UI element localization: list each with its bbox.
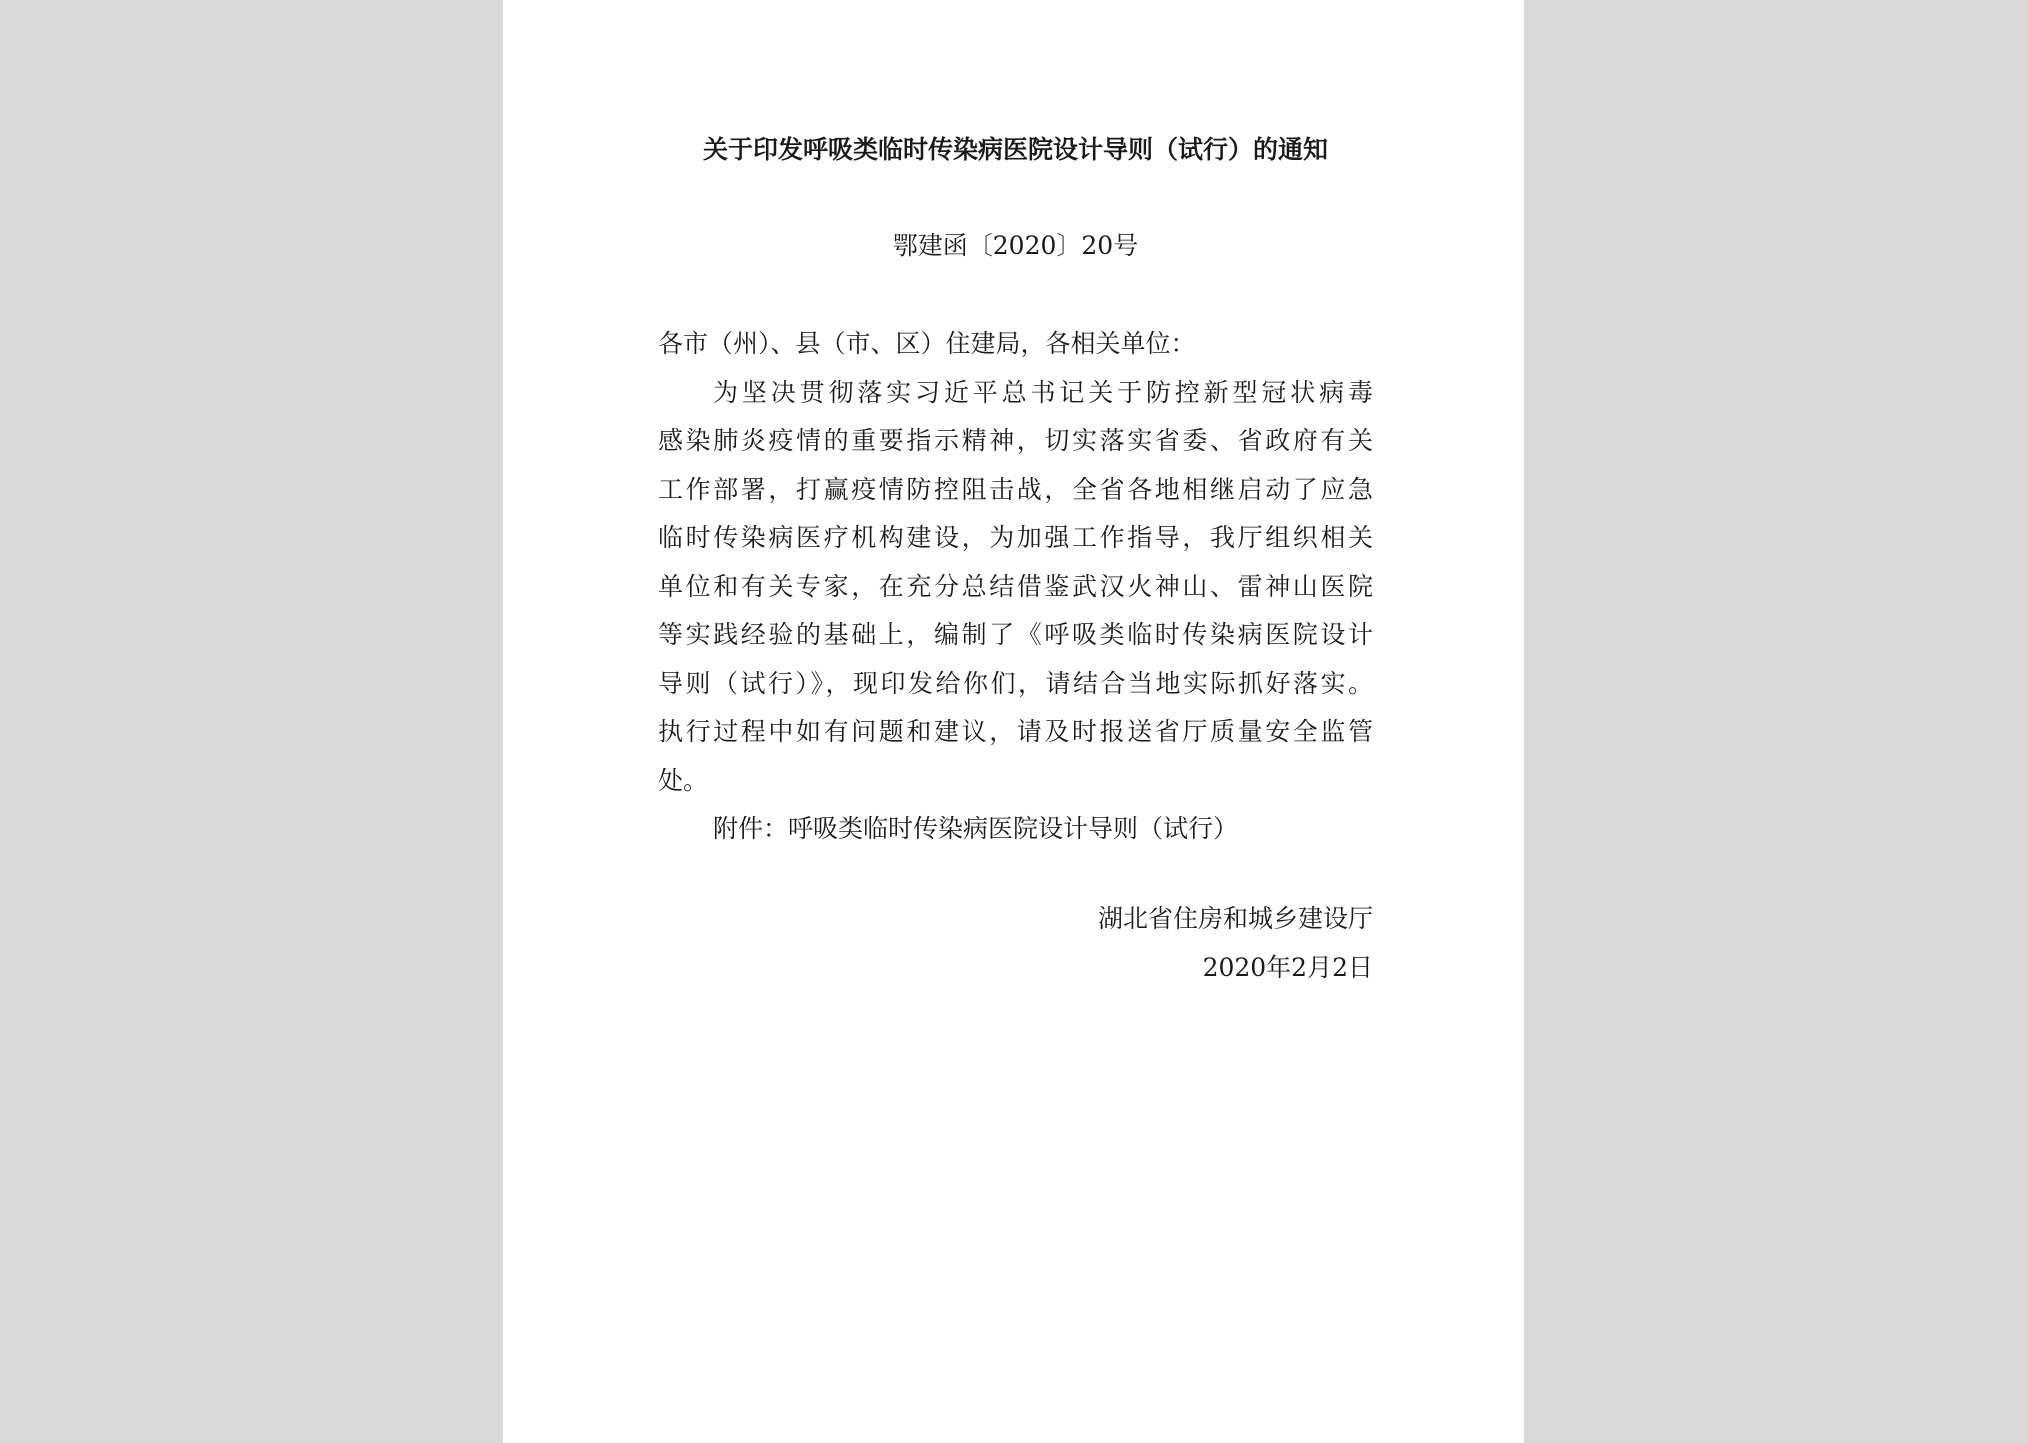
document-title: 关于印发呼吸类临时传染病医院设计导则（试行）的通知 [702,135,1328,164]
signature-block [1098,895,1373,992]
body-line: 工作部署，打赢疫情防控阻击战，全省各地相继启动了应急 [658,474,1373,504]
issuer-name: 湖北省住房和城乡建设厅 [1097,904,1373,933]
body-line: 导则（试行）》，现印发给你们，请结合当地实际抓好落实。 [658,668,1373,698]
body-line: 等实践经验的基础上，编制了《呼吸类临时传染病医院设计 [658,620,1373,649]
body-line: 执行过程中如有问题和建议，请及时报送省厅质量安全监管 [658,717,1373,746]
document-body [658,320,1373,854]
page-content [658,0,1373,1443]
body-line: 为坚决贯彻落实习近平总书记关于防控新型冠状病毒 [713,377,1373,407]
document-number: 鄂建函〔2020〕20号 [892,231,1139,260]
body-line: 感染肺炎疫情的重要指示精神，切实落实省委、省政府有关 [658,426,1373,455]
body-line: 单位和有关专家，在充分总结借鉴武汉火神山、雷神山医院 [658,571,1373,601]
body-line: 处。 [658,765,709,795]
document-page [503,0,1524,1443]
salutation: 各市（州）、县（市、区）住建局，各相关单位： [658,329,1196,358]
attachment-line: 附件：呼吸类临时传染病医院设计导则（试行） [713,814,1239,843]
issue-date: 2020年2月2日 [1202,952,1373,982]
body-line: 临时传染病医疗机构建设，为加强工作指导，我厅组织相关 [658,523,1373,552]
